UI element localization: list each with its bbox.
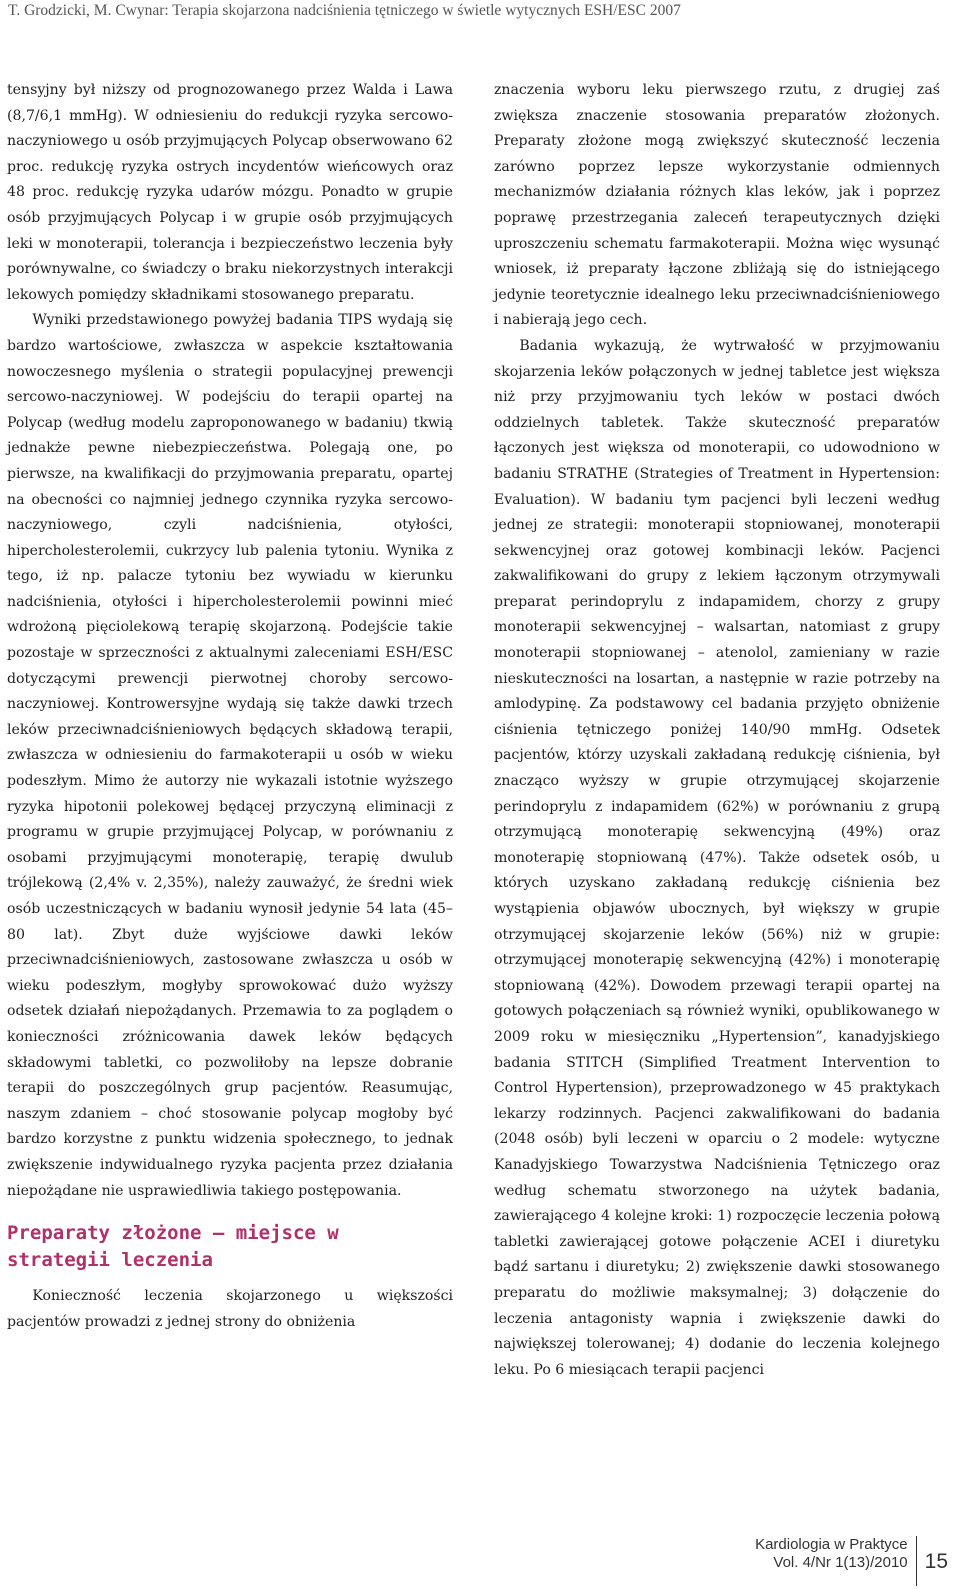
paragraph: znaczenia wyboru leku pierwszego rzutu, z drugiej zaś zwiększa znaczenie stosowania preparatów złożonych. Preparaty złożone mogą zwiększyć skuteczność leczenia zarówno poprzez lepsze wykorzystanie odmiennych mechanizmów działania różnych klas leków, jak i poprzez poprawę przestrzegania zaleceń terapeutycznych dzięki uproszczeniu schematu farmakoterapii. Można więc wysunąć wniosek, iż preparaty łączone zbliżają się do istniejącego jedynie teoretycznie idealnego leku przeciwnadciśnieniowego i nabierają jego cech.: [494, 82, 940, 329]
journal-name: Kardiologia w Praktyce: [755, 1536, 908, 1553]
page-footer: [755, 1536, 948, 1586]
paragraph: Badania wykazują, że wytrwałość w przyjmowaniu skojarzenia leków połączonych w jednej tabletce jest większa niż przy przyjmowaniu tych leków w postaci dwóch oddzielnych tabletek. Także skuteczność preparatów łączonych jest większa od monoterapii, co udowodniono w badaniu STRATHE (Strategies of Treatment in Hypertension: Evaluation). W badaniu tym pacjenci byli leczeni według jednej ze strategii: monoterapii stopniowanej, monoterapii sekwencyjnej oraz gotowej kombinacji leków. Pacjenci zakwalifikowani do grupy z lekiem łączonym otrzymywali preparat perindoprylu z indapamidem, chorzy z grupy monoterapii sekwencyjnej – walsartan, natomiast z grupy monoterapii stopniowanej – atenolol, zamieniany w razie nieskuteczności na losartan, a następnie w razie potrzeby na amlodypinę. Za podstawowy cel badania przyjęto obniżenie ciśnienia tętniczego poniżej 140/90 mmHg. Odsetek pacjentów, którzy uzyskali zakładaną redukcję ciśnienia, był znacząco wyższy w grupie otrzymującej skojarzenie perindoprylu z indapamidem (62%) w porównaniu z grupą otrzymującą monoterapię sekwencyjną (49%) oraz monoterapię stopniowaną (47%). Także odsetek osób, u których uzyskano zakładaną redukcję ciśnienia bez wystąpienia objawów ubocznych, był większy w grupie otrzymującej skojarzenie leków (56%) niż w grupie: otrzymującej monoterapię sekwencyjną (42%) i monoterapię stopniowaną (42%). Dowodem przewagi terapii opartej na gotowych połączeniach są również wyniki, opublikowanego w 2009 roku w miesięczniku „Hypertension”, kanadyjskiego badania STITCH (Simplified Treatment Intervention to Control Hypertension), przeprowadzonego w 45 praktykach lekarzy rodzinnych. Pacjenci zakwalifikowani do badania (2048 osób) byli leczeni w oparciu o 2 modele: wytyczne Kanadyjskiego Towarzystwa Nadciśnienia Tętniczego oraz według schematu stworzonego na użytek badania, zawierającego 4 kolejne kroki: 1) rozpoczęcie leczenia połową tabletki zawierającej gotowe połączenie ACEI i diuretyku bądź sartanu i diuretyku; 2) zwiększenie dawki stosowanego preparatu do możliwie maksymalnej; 3) dołączenie do leczenia antagonisty wapnia i zwiększenie dawki do największej tolerowanej; 4) dodanie do leczenia kolejnego leku. Po 6 miesiącach terapii pacjenci: [494, 337, 940, 1378]
paragraph: Wyniki przedstawionego powyżej badania TIPS wydają się bardzo wartościowe, zwłaszcza w aspekcie kształtowania nowoczesnego myślenia o strategii populacyjnej prewencji sercowo-naczyniowej. W podejściu do terapii opartej na Polycap (według modelu zaproponowanego w badaniu) tkwią jednakże pewne niebezpieczeństwa. Polegają one, po pierwsze, na kwalifikacji do przyjmowania preparatu, opartej na obecności co najmniej jednego czynnika ryzyka sercowo-naczyniowego, czyli nadciśnienia, otyłości, hipercholesterolemii, cukrzycy lub palenia tytoniu. Wynika z tego, iż np. palacze tytoniu bez wywiadu w kierunku nadciśnienia, otyłości i hipercholesterolemii powinni mieć wdrożoną pięciolekową terapię skojarzoną. Podejście takie pozostaje w sprzeczności z aktualnymi zaleceniami ESH/ESC dotyczącymi prewencji pierwotnej choroby sercowo-naczyniowej. Kontrowersyjne wydają się także dawki trzech leków przeciwnadciśnieniowych będących składową terapii, zwłaszcza w odniesieniu do farmakoterapii u osób w wieku podeszłym. Mimo że autorzy nie wykazali istotnie wyższego ryzyka hipotonii polekowej będącej przyczyną eliminacji z programu w grupie przyjmującej Polycap, w porównaniu z osobami przyjmującymi monoterapię, terapię dwulub trójlekową (2,4% v. 2,35%), należy zauważyć, że średni wiek osób uczestniczących w badaniu wynosił jedynie 54 lata (45–80 lat). Zbyt duże wyjściowe dawki leków przeciwnadciśnieniowych, zastosowane zwłaszcza u osób w wieku podeszłym, mogłyby sprowokować dużo wyższy odsetek działań niepożądanych. Przemawia to za poglądem o konieczności zróżnicowania dawek leków będących składowymi tabletki, co pozwoliłoby na lepsze dobranie terapii do poszczególnych grup pacjentów. Reasumując, naszym zdaniem – choć stosowanie polycap mogłoby być bardzo korzystne z punktu widzenia społecznego, to jednak zwiększenie indywidualnego ryzyka pacjenta przez działania niepożądane nie usprawiedliwia takiego postępowania.: [7, 312, 453, 1199]
journal-volume: Vol. 4/Nr 1(13)/2010: [773, 1554, 908, 1571]
page-number: 15: [924, 1550, 948, 1573]
section-heading: Preparaty złożone – miejsce w strategii leczenia: [7, 1222, 339, 1272]
running-head: T. Grodzicki, M. Cwynar: Terapia skojarzona nadciśnienia tętniczego w świetle wytycznych ESH/ESC 2007: [8, 2, 681, 19]
right-column: [494, 78, 940, 1383]
paragraph: Konieczność leczenia skojarzonego u większości pacjentów prowadzi z jednej strony do obniżenia: [7, 1288, 453, 1330]
paragraph: tensyjny był niższy od prognozowanego przez Walda i Lawa (8,7/6,1 mmHg). W odniesieniu do redukcji ryzyka sercowo-naczyniowego u osób przyjmujących Polycap obserwowano 62 proc. redukcję ryzyka ostrych incydentów wieńcowych oraz 48 proc. redukcję ryzyka udarów mózgu. Ponadto w grupie osób przyjmujących Polycap i w grupie osób przyjmujących leki w monoterapii, tolerancja i bezpieczeństwo leczenia były porównywalne, co świadczy o braku niekorzystnych interakcji lekowych pomiędzy składnikami stosowanego preparatu.: [7, 82, 453, 303]
left-column: [7, 78, 453, 1335]
journal-info: [755, 1536, 916, 1572]
